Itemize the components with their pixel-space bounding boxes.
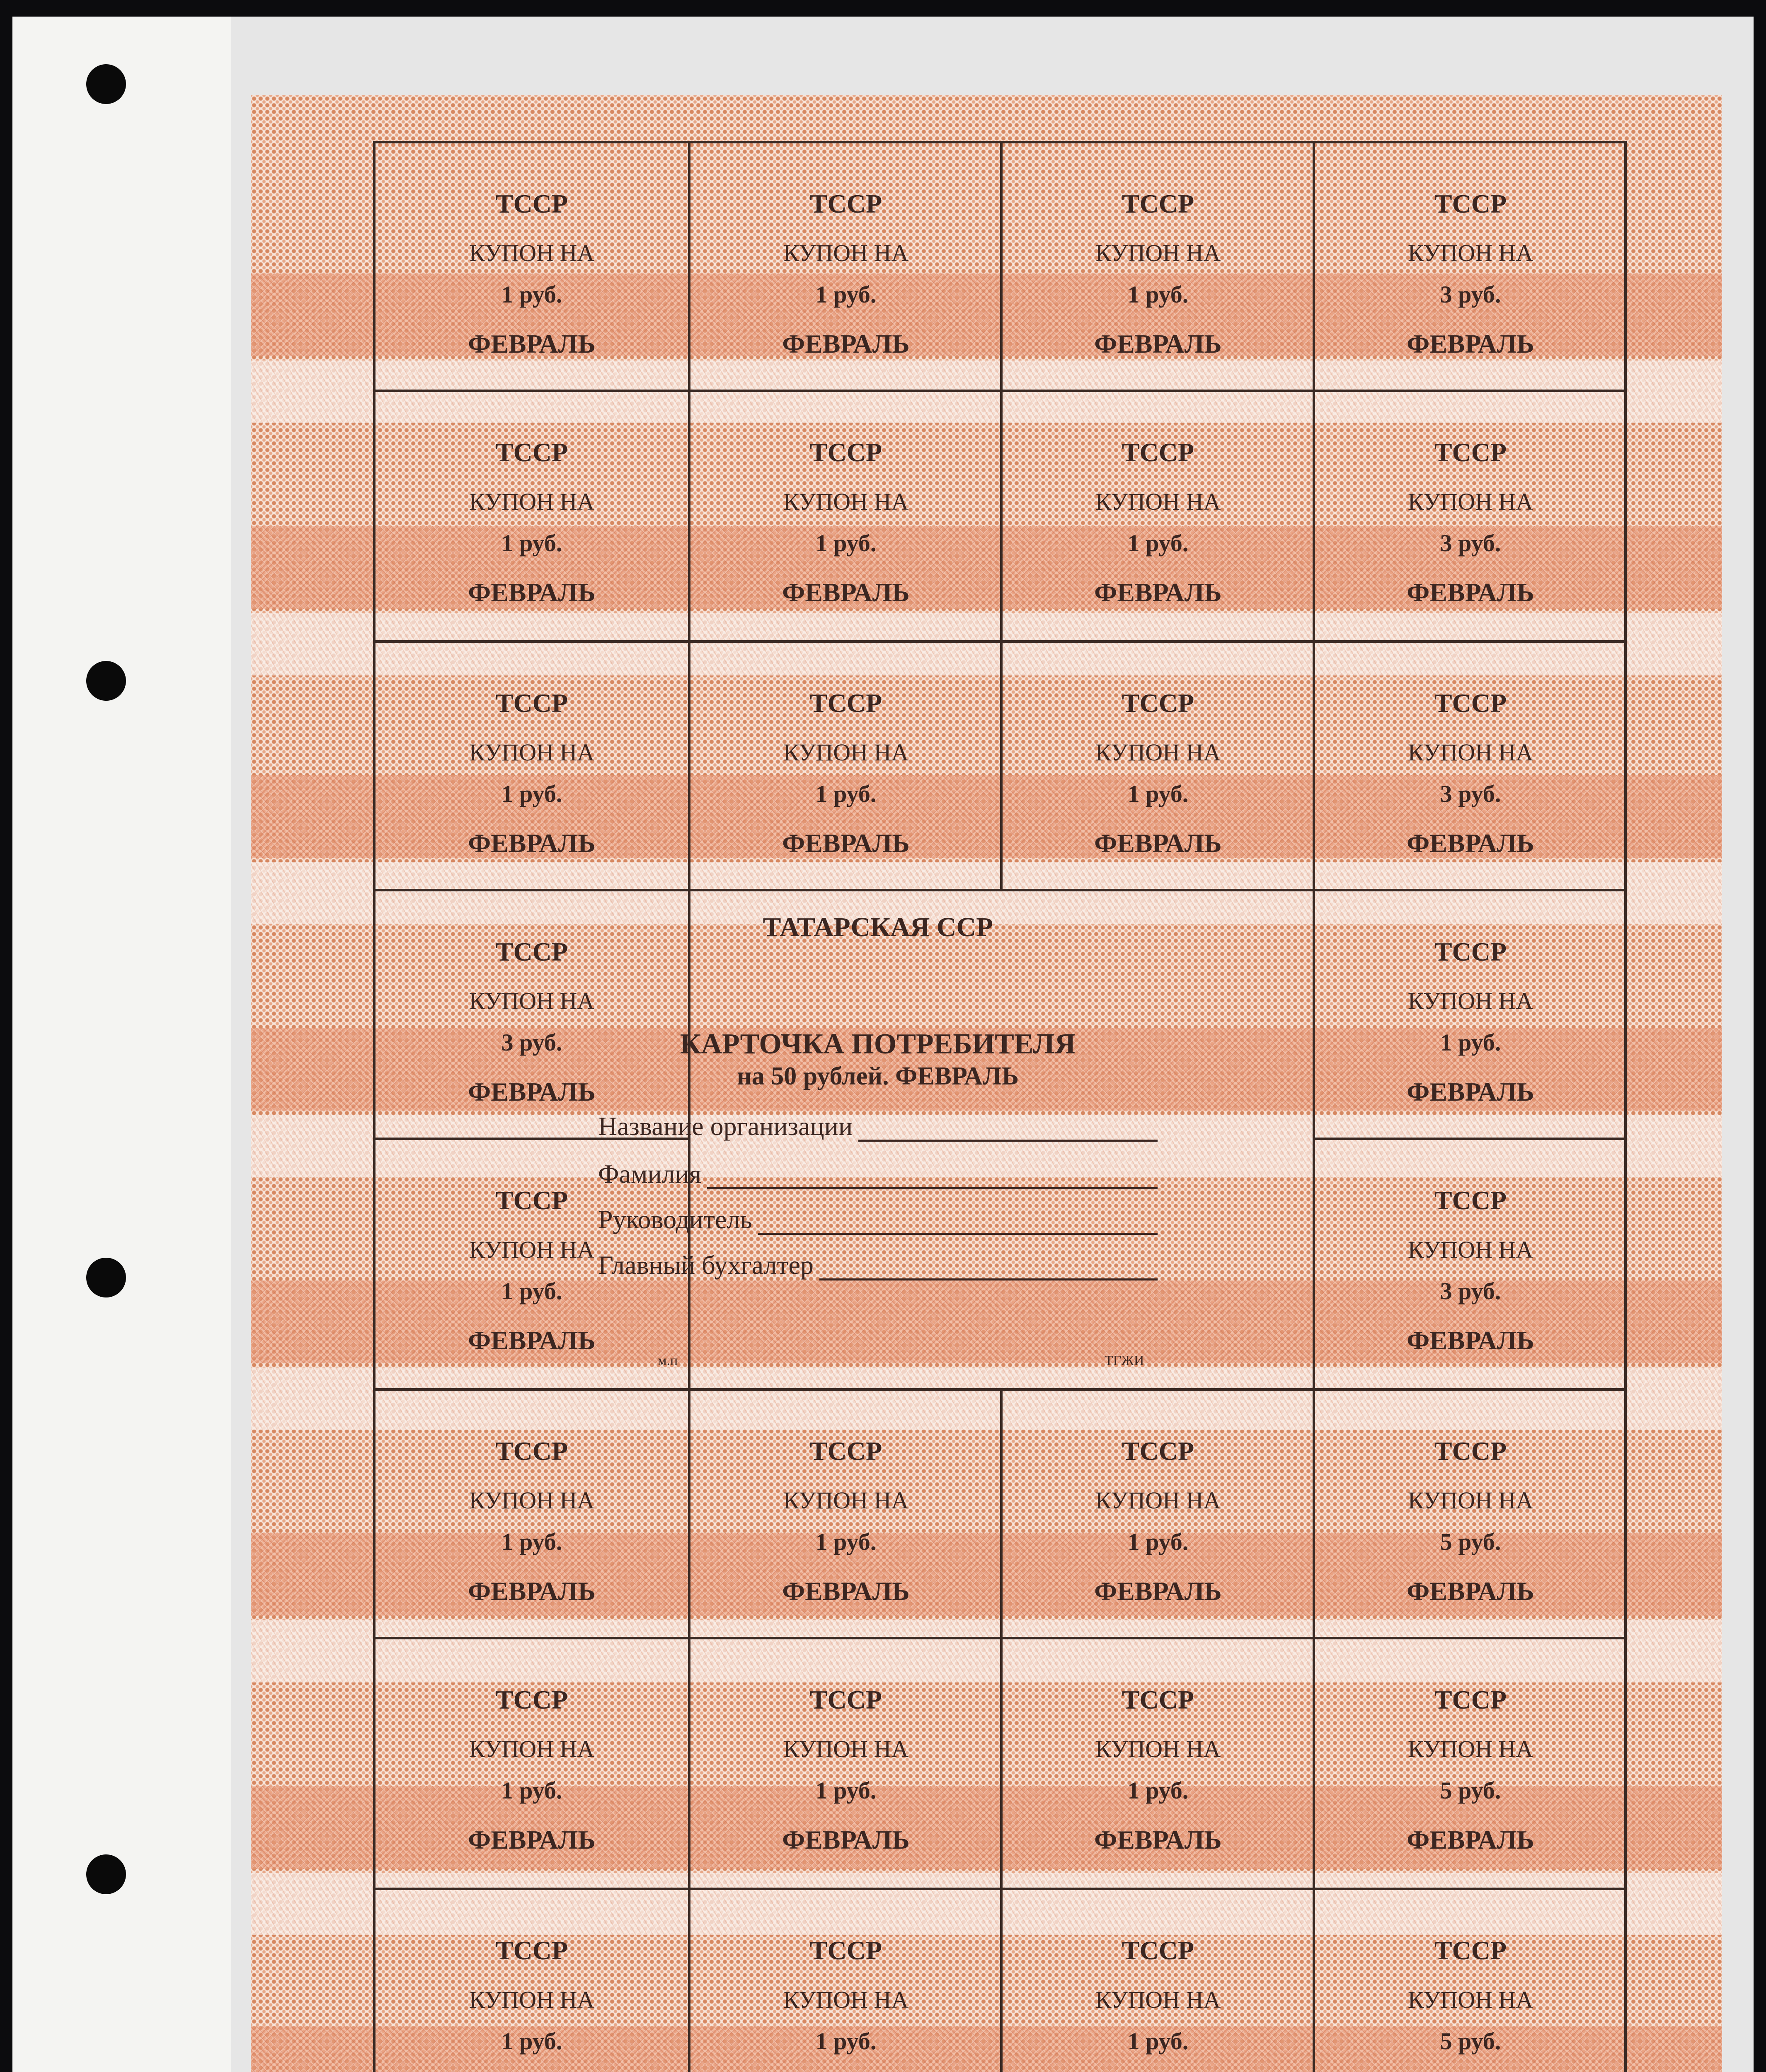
coupon-month: ФЕВРАЛЬ xyxy=(782,828,910,858)
coupon-caption: КУПОН НА xyxy=(469,240,595,266)
coupon-issuer: ТССР xyxy=(809,1936,882,1965)
coupon-month: ФЕВРАЛЬ xyxy=(468,578,596,607)
coupon-value: 1 руб. xyxy=(501,530,562,557)
coupon xyxy=(1314,1140,1627,1389)
coupon xyxy=(375,642,688,892)
coupon-caption: КУПОН НА xyxy=(783,1487,909,1514)
coupon-month: ФЕВРАЛЬ xyxy=(1407,1576,1534,1606)
coupon-month: ФЕВРАЛЬ xyxy=(1094,1825,1222,1854)
coupon-issuer: ТССР xyxy=(1434,1186,1507,1215)
coupon-value: 1 руб. xyxy=(501,780,562,807)
coupon-issuer: ТССР xyxy=(809,438,882,467)
field-label: Название организации xyxy=(598,1111,853,1141)
coupon-caption: КУПОН НА xyxy=(1095,1986,1221,2013)
director-field xyxy=(598,1202,1158,1235)
organization-field xyxy=(598,1109,1158,1142)
card-amount: на 50 рублей. ФЕВРАЛЬ xyxy=(737,1062,1019,1090)
coupon-caption: КУПОН НА xyxy=(1407,488,1533,515)
coupon-issuer: ТССР xyxy=(495,1936,568,1965)
coupon-caption: КУПОН НА xyxy=(783,240,909,266)
coupon xyxy=(689,392,1003,641)
printer-code: ТГЖИ xyxy=(1105,1353,1144,1368)
coupon xyxy=(1314,143,1627,392)
coupon-value: 5 руб. xyxy=(1440,2028,1501,2055)
coupon-value: 1 руб. xyxy=(1127,1777,1189,1804)
coupon-issuer: ТССР xyxy=(495,937,568,966)
field-line xyxy=(819,1258,1158,1280)
coupon xyxy=(375,1639,688,1888)
coupon-value: 3 руб. xyxy=(1440,780,1501,807)
coupon xyxy=(1314,891,1627,1140)
coupon-caption: КУПОН НА xyxy=(469,1487,595,1514)
coupon-month: ФЕВРАЛЬ xyxy=(468,329,596,358)
coupon-caption: КУПОН НА xyxy=(1407,739,1533,766)
coupon-month: ФЕВРАЛЬ xyxy=(782,578,910,607)
coupon-value: 1 руб. xyxy=(1127,780,1189,807)
coupon-value: 1 руб. xyxy=(1440,1029,1501,1056)
coupon-caption: КУПОН НА xyxy=(1095,240,1221,266)
coupon-value: 3 руб. xyxy=(1440,1278,1501,1305)
coupon xyxy=(1314,1390,1627,1640)
binder-hole xyxy=(86,661,126,701)
coupon-caption: КУПОН НА xyxy=(469,1736,595,1762)
coupon-issuer: ТССР xyxy=(1122,1685,1194,1714)
coupon xyxy=(689,642,1003,892)
coupon-month: ФЕВРАЛЬ xyxy=(468,828,596,858)
coupon xyxy=(689,143,1003,392)
coupon xyxy=(1314,1639,1627,1888)
coupon xyxy=(1001,1890,1315,2072)
binder-hole xyxy=(86,1854,126,1894)
coupon xyxy=(1001,392,1315,641)
coupon-caption: КУПОН НА xyxy=(1407,1236,1533,1263)
coupon-issuer: ТССР xyxy=(1434,1685,1507,1714)
coupon-issuer: ТССР xyxy=(1434,688,1507,718)
coupon xyxy=(1314,392,1627,641)
coupon-value: 1 руб. xyxy=(501,2028,562,2055)
coupon-issuer: ТССР xyxy=(809,1436,882,1466)
coupon xyxy=(1001,1390,1315,1640)
coupon-caption: КУПОН НА xyxy=(469,1986,595,2013)
field-label: Руководитель xyxy=(598,1205,752,1234)
field-label: Фамилия xyxy=(598,1159,702,1188)
coupon-value: 5 руб. xyxy=(1440,1528,1501,1555)
coupon-issuer: ТССР xyxy=(495,1436,568,1466)
coupon xyxy=(1001,143,1315,392)
coupon-month: ФЕВРАЛЬ xyxy=(1407,578,1534,607)
coupon-month: ФЕВРАЛЬ xyxy=(468,1576,596,1606)
coupon-value: 1 руб. xyxy=(815,1528,877,1555)
coupon-issuer: ТССР xyxy=(1434,438,1507,467)
coupon xyxy=(375,392,688,641)
coupon-caption: КУПОН НА xyxy=(783,488,909,515)
coupon-month: ФЕВРАЛЬ xyxy=(468,1825,596,1854)
field-line xyxy=(707,1167,1158,1189)
coupon-month: ФЕВРАЛЬ xyxy=(1094,828,1222,858)
coupon-value: 1 руб. xyxy=(501,281,562,308)
coupon-issuer: ТССР xyxy=(1122,1436,1194,1466)
coupon-caption: КУПОН НА xyxy=(1407,1487,1533,1514)
coupon-issuer: ТССР xyxy=(1122,688,1194,718)
coupon-value: 1 руб. xyxy=(1127,530,1189,557)
coupon-issuer: ТССР xyxy=(1434,1436,1507,1466)
coupon-value: 1 руб. xyxy=(815,780,877,807)
coupon xyxy=(1001,1639,1315,1888)
coupon-issuer: ТССР xyxy=(809,189,882,218)
field-label: Главный бухгалтер xyxy=(598,1250,814,1280)
coupon-month: ФЕВРАЛЬ xyxy=(468,1326,596,1355)
coupon-month: ФЕВРАЛЬ xyxy=(1094,578,1222,607)
coupon-issuer: ТССР xyxy=(495,688,568,718)
coupon xyxy=(375,1390,688,1640)
coupon-month: ФЕВРАЛЬ xyxy=(1094,1576,1222,1606)
ration-coupon-sheet xyxy=(251,95,1722,2072)
coupon-issuer: ТССР xyxy=(495,189,568,218)
coupon-value: 1 руб. xyxy=(815,2028,877,2055)
coupon-caption: КУПОН НА xyxy=(783,1736,909,1762)
coupon-caption: КУПОН НА xyxy=(1095,1736,1221,1762)
coupon-value: 1 руб. xyxy=(501,1278,562,1305)
card-name: КАРТОЧКА ПОТРЕБИТЕЛЯ xyxy=(680,1028,1076,1060)
stamp-mark: м.п xyxy=(658,1353,678,1368)
coupon-caption: КУПОН НА xyxy=(1095,488,1221,515)
coupon xyxy=(689,1390,1003,1640)
coupon xyxy=(1314,642,1627,892)
coupon-month: ФЕВРАЛЬ xyxy=(1407,1825,1534,1854)
coupon-month: ФЕВРАЛЬ xyxy=(468,1077,596,1106)
coupon-issuer: ТССР xyxy=(1122,1936,1194,1965)
coupon-issuer: ТССР xyxy=(809,1685,882,1714)
coupon-caption: КУПОН НА xyxy=(469,988,595,1014)
coupon-caption: КУПОН НА xyxy=(469,1236,595,1263)
coupon-month: ФЕВРАЛЬ xyxy=(782,329,910,358)
coupon-issuer: ТССР xyxy=(1122,438,1194,467)
coupon-value: 1 руб. xyxy=(1127,2028,1189,2055)
coupon-caption: КУПОН НА xyxy=(469,739,595,766)
coupon-caption: КУПОН НА xyxy=(1407,1736,1533,1762)
coupon-value: 1 руб. xyxy=(1127,1528,1189,1555)
coupon-caption: КУПОН НА xyxy=(1407,240,1533,266)
surname-field xyxy=(598,1156,1158,1189)
coupon xyxy=(689,1639,1003,1888)
coupon-month: ФЕВРАЛЬ xyxy=(782,1576,910,1606)
coupon-caption: КУПОН НА xyxy=(1407,1986,1533,2013)
field-line xyxy=(858,1119,1158,1142)
coupon xyxy=(375,143,688,392)
consumer-card xyxy=(566,870,1190,1374)
coupon-issuer: ТССР xyxy=(1434,1936,1507,1965)
coupon-caption: КУПОН НА xyxy=(783,739,909,766)
coupon-issuer: ТССР xyxy=(1122,189,1194,218)
coupon-caption: КУПОН НА xyxy=(469,488,595,515)
coupon-caption: КУПОН НА xyxy=(783,1986,909,2013)
coupon-month: ФЕВРАЛЬ xyxy=(782,1825,910,1854)
coupon-month: ФЕВРАЛЬ xyxy=(1407,1326,1534,1355)
coupon-issuer: ТССР xyxy=(495,1685,568,1714)
coupon-value: 1 руб. xyxy=(815,530,877,557)
coupon-issuer: ТССР xyxy=(809,688,882,718)
chief-accountant-field xyxy=(598,1247,1158,1280)
coupon-caption: КУПОН НА xyxy=(1407,988,1533,1014)
coupon-value: 3 руб. xyxy=(501,1029,562,1056)
coupon-value: 1 руб. xyxy=(815,1777,877,1804)
coupon xyxy=(689,1890,1003,2072)
coupon-value: 1 руб. xyxy=(815,281,877,308)
coupon-month: ФЕВРАЛЬ xyxy=(1407,1077,1534,1106)
coupon-value: 3 руб. xyxy=(1440,281,1501,308)
card-republic-title: ТАТАРСКАЯ ССР xyxy=(763,912,993,942)
binder-hole xyxy=(86,1258,126,1297)
binder-strip xyxy=(12,17,233,2072)
coupon-value: 1 руб. xyxy=(501,1777,562,1804)
coupon-value: 5 руб. xyxy=(1440,1777,1501,1804)
coupon-issuer: ТССР xyxy=(1434,937,1507,966)
coupon-issuer: ТССР xyxy=(495,1186,568,1215)
coupon-month: ФЕВРАЛЬ xyxy=(1407,828,1534,858)
binder-hole xyxy=(86,64,126,104)
coupon xyxy=(375,1890,688,2072)
coupon-issuer: ТССР xyxy=(1434,189,1507,218)
coupon xyxy=(1001,642,1315,892)
coupon-caption: КУПОН НА xyxy=(1095,1487,1221,1514)
coupon-value: 1 руб. xyxy=(501,1528,562,1555)
coupon-caption: КУПОН НА xyxy=(1095,739,1221,766)
coupon-month: ФЕВРАЛЬ xyxy=(1407,329,1534,358)
coupon-issuer: ТССР xyxy=(495,438,568,467)
field-line xyxy=(758,1212,1158,1235)
coupon-value: 3 руб. xyxy=(1440,530,1501,557)
coupon xyxy=(1314,1890,1627,2072)
coupon-value: 1 руб. xyxy=(1127,281,1189,308)
coupon-month: ФЕВРАЛЬ xyxy=(1094,329,1222,358)
